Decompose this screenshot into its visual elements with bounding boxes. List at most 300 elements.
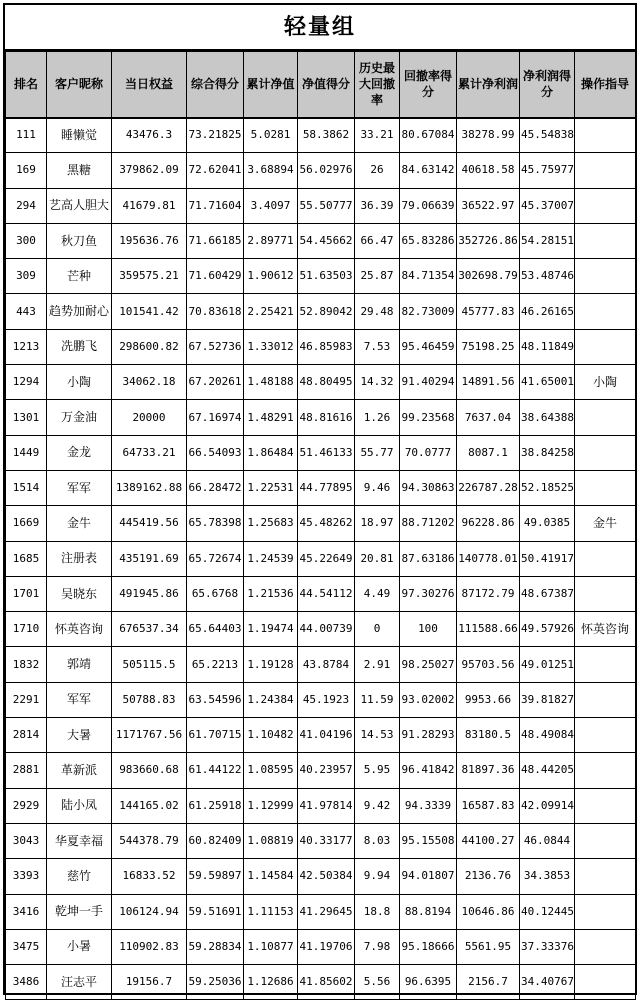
cell-profit-score: 45.75977 (520, 153, 575, 188)
cell-cumulative-profit: 81897.36 (457, 753, 520, 788)
cell-nav-score: 42.50384 (298, 859, 355, 894)
cell-total-score: 65.2213 (187, 647, 244, 682)
cell-max-drawdown: 20.81 (355, 541, 400, 576)
cell-daily-equity: 1171767.56 (112, 718, 187, 753)
table-row (6, 153, 636, 188)
cell-nav-score: 48.81616 (298, 400, 355, 435)
cell-guidance (575, 859, 636, 894)
cell-cumulative-nav: 1.10877 (244, 929, 298, 964)
table-row (6, 400, 636, 435)
cell-rank: 443 (6, 294, 47, 329)
cell-cumulative-nav: 1.08819 (244, 823, 298, 858)
cell-total-score: 60.82409 (187, 823, 244, 858)
table-row (6, 894, 636, 929)
cell-max-drawdown: 7.53 (355, 329, 400, 364)
cell-max-drawdown: 0 (355, 612, 400, 647)
cell-nav-score: 41.85602 (298, 965, 355, 1000)
cell-cumulative-profit: 45777.83 (457, 294, 520, 329)
cell-nav-score: 48.80495 (298, 365, 355, 400)
cell-total-score: 59.25036 (187, 965, 244, 1000)
cell-max-drawdown: 55.77 (355, 435, 400, 470)
cell-daily-equity: 298600.82 (112, 329, 187, 364)
cell-daily-equity: 101541.42 (112, 294, 187, 329)
cell-nickname: 革新派 (47, 753, 112, 788)
cell-nickname: 吴晓东 (47, 576, 112, 611)
cell-cumulative-nav: 3.4097 (244, 188, 298, 223)
cell-nickname: 军军 (47, 682, 112, 717)
cell-cumulative-nav: 1.48291 (244, 400, 298, 435)
cell-nav-score: 41.29645 (298, 894, 355, 929)
cell-max-drawdown: 14.53 (355, 718, 400, 753)
cell-rank: 1710 (6, 612, 47, 647)
table-row (6, 541, 636, 576)
cell-cumulative-nav: 1.90612 (244, 259, 298, 294)
cell-nickname: 陆小凤 (47, 788, 112, 823)
cell-profit-score: 38.84258 (520, 435, 575, 470)
cell-cumulative-nav: 2.89771 (244, 223, 298, 258)
cell-profit-score: 34.40767 (520, 965, 575, 1000)
table-row (6, 718, 636, 753)
cell-rank: 169 (6, 153, 47, 188)
cell-drawdown-score: 98.25027 (400, 647, 457, 682)
column-header-cumulative-profit: 累计净利润 (457, 52, 520, 118)
cell-nickname: 黑糖 (47, 153, 112, 188)
cell-nickname: 万金油 (47, 400, 112, 435)
cell-drawdown-score: 87.63186 (400, 541, 457, 576)
cell-drawdown-score: 91.40294 (400, 365, 457, 400)
cell-total-score: 67.52736 (187, 329, 244, 364)
cell-nickname: 注册表 (47, 541, 112, 576)
cell-drawdown-score: 80.67084 (400, 118, 457, 153)
table-row (6, 470, 636, 505)
cell-cumulative-nav: 5.0281 (244, 118, 298, 153)
cell-profit-score: 48.11849 (520, 329, 575, 364)
cell-total-score: 67.20261 (187, 365, 244, 400)
cell-cumulative-nav: 1.11153 (244, 894, 298, 929)
cell-total-score: 63.54596 (187, 682, 244, 717)
cell-drawdown-score: 84.63142 (400, 153, 457, 188)
cell-nav-score: 51.46133 (298, 435, 355, 470)
cell-rank: 1669 (6, 506, 47, 541)
cell-cumulative-nav: 1.33012 (244, 329, 298, 364)
cell-profit-score: 52.18525 (520, 470, 575, 505)
cell-daily-equity: 106124.94 (112, 894, 187, 929)
cell-max-drawdown: 26 (355, 153, 400, 188)
cell-profit-score: 45.37007 (520, 188, 575, 223)
cell-profit-score: 49.0385 (520, 506, 575, 541)
cell-guidance (575, 435, 636, 470)
cell-daily-equity: 435191.69 (112, 541, 187, 576)
cell-daily-equity: 445419.56 (112, 506, 187, 541)
cell-cumulative-profit: 83180.5 (457, 718, 520, 753)
table-row (6, 612, 636, 647)
table-row (6, 223, 636, 258)
cell-drawdown-score: 82.73009 (400, 294, 457, 329)
cell-nickname: 艺高人胆大 (47, 188, 112, 223)
cell-nickname: 芒种 (47, 259, 112, 294)
cell-max-drawdown: 36.39 (355, 188, 400, 223)
table-row (6, 118, 636, 153)
cell-cumulative-nav: 1.24384 (244, 682, 298, 717)
cell-nickname: 乾坤一手 (47, 894, 112, 929)
cell-cumulative-profit: 5561.95 (457, 929, 520, 964)
cell-cumulative-profit: 8087.1 (457, 435, 520, 470)
cell-guidance (575, 294, 636, 329)
cell-cumulative-nav: 1.86484 (244, 435, 298, 470)
cell-drawdown-score: 96.6395 (400, 965, 457, 1000)
cell-rank: 1514 (6, 470, 47, 505)
cell-daily-equity: 43476.3 (112, 118, 187, 153)
cell-cumulative-profit: 87172.79 (457, 576, 520, 611)
cell-daily-equity: 110902.83 (112, 929, 187, 964)
cell-nickname: 汪志平 (47, 965, 112, 1000)
cell-rank: 2814 (6, 718, 47, 753)
cell-nav-score: 54.45662 (298, 223, 355, 258)
cell-cumulative-nav: 1.48188 (244, 365, 298, 400)
cell-cumulative-nav: 1.12999 (244, 788, 298, 823)
cell-guidance (575, 188, 636, 223)
cell-total-score: 61.25918 (187, 788, 244, 823)
cell-profit-score: 37.33376 (520, 929, 575, 964)
cell-nav-score: 56.02976 (298, 153, 355, 188)
cell-cumulative-profit: 38278.99 (457, 118, 520, 153)
cell-profit-score: 38.64388 (520, 400, 575, 435)
cell-rank: 1832 (6, 647, 47, 682)
cell-guidance (575, 576, 636, 611)
cell-rank: 1213 (6, 329, 47, 364)
cell-total-score: 65.64403 (187, 612, 244, 647)
cell-daily-equity: 195636.76 (112, 223, 187, 258)
cell-total-score: 59.59897 (187, 859, 244, 894)
cell-total-score: 65.78398 (187, 506, 244, 541)
cell-daily-equity: 676537.34 (112, 612, 187, 647)
cell-max-drawdown: 5.95 (355, 753, 400, 788)
cell-total-score: 59.51691 (187, 894, 244, 929)
cell-drawdown-score: 99.23568 (400, 400, 457, 435)
cell-drawdown-score: 70.0777 (400, 435, 457, 470)
cell-rank: 300 (6, 223, 47, 258)
cell-daily-equity: 16833.52 (112, 859, 187, 894)
cell-guidance (575, 894, 636, 929)
cell-max-drawdown: 9.94 (355, 859, 400, 894)
cell-cumulative-profit: 40618.58 (457, 153, 520, 188)
cell-nav-score: 44.54112 (298, 576, 355, 611)
table-row (6, 329, 636, 364)
cell-nickname: 睡懒觉 (47, 118, 112, 153)
cell-max-drawdown: 11.59 (355, 682, 400, 717)
table-row (6, 435, 636, 470)
cell-cumulative-nav: 1.19128 (244, 647, 298, 682)
cell-cumulative-nav: 1.10482 (244, 718, 298, 753)
ranking-table (5, 51, 636, 1000)
cell-daily-equity: 50788.83 (112, 682, 187, 717)
cell-cumulative-profit: 302698.79 (457, 259, 520, 294)
cell-cumulative-profit: 352726.86 (457, 223, 520, 258)
cell-profit-score: 54.28151 (520, 223, 575, 258)
cell-guidance: 金牛 (575, 506, 636, 541)
cell-cumulative-nav: 1.22531 (244, 470, 298, 505)
cell-profit-score: 45.54838 (520, 118, 575, 153)
cell-nav-score: 52.89042 (298, 294, 355, 329)
cell-cumulative-profit: 95703.56 (457, 647, 520, 682)
cell-drawdown-score: 95.18666 (400, 929, 457, 964)
cell-nav-score: 40.23957 (298, 753, 355, 788)
cell-nav-score: 41.19706 (298, 929, 355, 964)
cell-max-drawdown: 18.97 (355, 506, 400, 541)
cell-rank: 1301 (6, 400, 47, 435)
cell-profit-score: 48.67387 (520, 576, 575, 611)
cell-guidance (575, 259, 636, 294)
cell-nickname: 秋刀鱼 (47, 223, 112, 258)
table-row (6, 965, 636, 1000)
cell-guidance (575, 153, 636, 188)
cell-nickname: 趋势加耐心 (47, 294, 112, 329)
cell-drawdown-score: 95.46459 (400, 329, 457, 364)
cell-daily-equity: 983660.68 (112, 753, 187, 788)
cell-cumulative-profit: 75198.25 (457, 329, 520, 364)
sheet-title: 轻量组 (5, 5, 635, 51)
column-header-rank: 排名 (6, 52, 47, 118)
cell-guidance (575, 541, 636, 576)
cell-drawdown-score: 88.71202 (400, 506, 457, 541)
cell-profit-score: 41.65001 (520, 365, 575, 400)
cell-nickname: 小暑 (47, 929, 112, 964)
cell-nav-score: 40.33177 (298, 823, 355, 858)
cell-daily-equity: 34062.18 (112, 365, 187, 400)
cell-rank: 294 (6, 188, 47, 223)
cell-max-drawdown: 7.98 (355, 929, 400, 964)
cell-nav-score: 44.77895 (298, 470, 355, 505)
cell-nickname: 怀英咨询 (47, 612, 112, 647)
table-row (6, 506, 636, 541)
table-row (6, 682, 636, 717)
cell-rank: 1685 (6, 541, 47, 576)
cell-max-drawdown: 14.32 (355, 365, 400, 400)
cell-profit-score: 53.48746 (520, 259, 575, 294)
cell-rank: 309 (6, 259, 47, 294)
cell-nav-score: 41.97814 (298, 788, 355, 823)
cell-daily-equity: 505115.5 (112, 647, 187, 682)
cell-cumulative-nav: 2.25421 (244, 294, 298, 329)
cell-total-score: 66.28472 (187, 470, 244, 505)
cell-guidance (575, 647, 636, 682)
cell-profit-score: 46.0844 (520, 823, 575, 858)
cell-cumulative-nav: 1.12686 (244, 965, 298, 1000)
cell-nickname: 金牛 (47, 506, 112, 541)
cell-rank: 3475 (6, 929, 47, 964)
cell-cumulative-profit: 9953.66 (457, 682, 520, 717)
cell-guidance (575, 682, 636, 717)
cell-nav-score: 45.22649 (298, 541, 355, 576)
cell-max-drawdown: 4.49 (355, 576, 400, 611)
column-header-max-drawdown: 历史最大回撤率 (355, 52, 400, 118)
cell-drawdown-score: 91.28293 (400, 718, 457, 753)
cell-drawdown-score: 95.15508 (400, 823, 457, 858)
cell-guidance: 怀英咨询 (575, 612, 636, 647)
cell-daily-equity: 41679.81 (112, 188, 187, 223)
cell-daily-equity: 20000 (112, 400, 187, 435)
cell-guidance (575, 400, 636, 435)
table-row (6, 859, 636, 894)
cell-cumulative-nav: 1.14584 (244, 859, 298, 894)
cell-rank: 111 (6, 118, 47, 153)
cell-total-score: 71.60429 (187, 259, 244, 294)
cell-nav-score: 58.3862 (298, 118, 355, 153)
table-body (6, 118, 636, 1000)
cell-profit-score: 49.01251 (520, 647, 575, 682)
cell-rank: 3416 (6, 894, 47, 929)
cell-nickname: 大暑 (47, 718, 112, 753)
table-row (6, 576, 636, 611)
cell-nickname: 金龙 (47, 435, 112, 470)
cell-profit-score: 50.41917 (520, 541, 575, 576)
cell-rank: 1701 (6, 576, 47, 611)
cell-max-drawdown: 29.48 (355, 294, 400, 329)
cell-rank: 3043 (6, 823, 47, 858)
table-row (6, 788, 636, 823)
cell-total-score: 61.44122 (187, 753, 244, 788)
cell-nickname: 小陶 (47, 365, 112, 400)
cell-cumulative-profit: 96228.86 (457, 506, 520, 541)
cell-guidance (575, 223, 636, 258)
cell-cumulative-profit: 14891.56 (457, 365, 520, 400)
cell-drawdown-score: 88.8194 (400, 894, 457, 929)
cell-profit-score: 40.12445 (520, 894, 575, 929)
cell-drawdown-score: 96.41842 (400, 753, 457, 788)
cell-guidance (575, 753, 636, 788)
cell-cumulative-profit: 2156.7 (457, 965, 520, 1000)
cell-guidance (575, 823, 636, 858)
table-row (6, 259, 636, 294)
cell-daily-equity: 64733.21 (112, 435, 187, 470)
cell-cumulative-nav: 1.08595 (244, 753, 298, 788)
cell-rank: 1449 (6, 435, 47, 470)
cell-guidance (575, 929, 636, 964)
cell-total-score: 70.83618 (187, 294, 244, 329)
cell-guidance (575, 118, 636, 153)
cell-rank: 2881 (6, 753, 47, 788)
cell-cumulative-profit: 111588.66 (457, 612, 520, 647)
cell-daily-equity: 359575.21 (112, 259, 187, 294)
cell-cumulative-profit: 2136.76 (457, 859, 520, 894)
cell-profit-score: 34.3853 (520, 859, 575, 894)
column-header-nav-score: 净值得分 (298, 52, 355, 118)
cell-total-score: 71.71604 (187, 188, 244, 223)
cell-max-drawdown: 8.03 (355, 823, 400, 858)
cell-drawdown-score: 100 (400, 612, 457, 647)
cell-drawdown-score: 94.3339 (400, 788, 457, 823)
cell-max-drawdown: 25.87 (355, 259, 400, 294)
cell-rank: 1294 (6, 365, 47, 400)
cell-cumulative-profit: 16587.83 (457, 788, 520, 823)
cell-cumulative-profit: 10646.86 (457, 894, 520, 929)
cell-profit-score: 49.57926 (520, 612, 575, 647)
cell-total-score: 59.28834 (187, 929, 244, 964)
cell-drawdown-score: 93.02002 (400, 682, 457, 717)
cell-daily-equity: 1389162.88 (112, 470, 187, 505)
cell-drawdown-score: 94.30863 (400, 470, 457, 505)
cell-total-score: 72.62041 (187, 153, 244, 188)
cell-nav-score: 41.04196 (298, 718, 355, 753)
table-row (6, 294, 636, 329)
cell-cumulative-nav: 1.19474 (244, 612, 298, 647)
cell-profit-score: 42.09914 (520, 788, 575, 823)
cell-daily-equity: 544378.79 (112, 823, 187, 858)
ranking-sheet (3, 3, 637, 995)
cell-drawdown-score: 79.06639 (400, 188, 457, 223)
cell-nav-score: 43.8784 (298, 647, 355, 682)
cell-guidance (575, 718, 636, 753)
cell-total-score: 65.6768 (187, 576, 244, 611)
cell-nickname: 军军 (47, 470, 112, 505)
cell-profit-score: 48.44205 (520, 753, 575, 788)
cell-guidance (575, 788, 636, 823)
column-header-cumulative-nav: 累计净值 (244, 52, 298, 118)
header-row (6, 52, 636, 118)
cell-cumulative-nav: 1.21536 (244, 576, 298, 611)
cell-drawdown-score: 94.01807 (400, 859, 457, 894)
cell-cumulative-profit: 140778.01 (457, 541, 520, 576)
cell-nickname: 郭靖 (47, 647, 112, 682)
cell-profit-score: 39.81827 (520, 682, 575, 717)
cell-rank: 2291 (6, 682, 47, 717)
cell-cumulative-profit: 226787.28 (457, 470, 520, 505)
cell-daily-equity: 144165.02 (112, 788, 187, 823)
cell-nav-score: 45.1923 (298, 682, 355, 717)
column-header-total-score: 综合得分 (187, 52, 244, 118)
cell-nav-score: 55.50777 (298, 188, 355, 223)
cell-cumulative-nav: 1.25683 (244, 506, 298, 541)
cell-nav-score: 44.00739 (298, 612, 355, 647)
cell-max-drawdown: 5.56 (355, 965, 400, 1000)
column-header-profit-score: 净利润得分 (520, 52, 575, 118)
column-header-guidance: 操作指导 (575, 52, 636, 118)
cell-drawdown-score: 65.83286 (400, 223, 457, 258)
table-row (6, 929, 636, 964)
cell-cumulative-nav: 3.68894 (244, 153, 298, 188)
cell-cumulative-nav: 1.24539 (244, 541, 298, 576)
cell-max-drawdown: 66.47 (355, 223, 400, 258)
cell-nav-score: 46.85983 (298, 329, 355, 364)
cell-total-score: 66.54093 (187, 435, 244, 470)
cell-daily-equity: 19156.7 (112, 965, 187, 1000)
cell-rank: 2929 (6, 788, 47, 823)
column-header-drawdown-score: 回撤率得分 (400, 52, 457, 118)
cell-nav-score: 45.48262 (298, 506, 355, 541)
cell-nickname: 冼鹏飞 (47, 329, 112, 364)
cell-profit-score: 48.49084 (520, 718, 575, 753)
table-row (6, 753, 636, 788)
column-header-nickname: 客户昵称 (47, 52, 112, 118)
cell-total-score: 73.21825 (187, 118, 244, 153)
cell-cumulative-profit: 36522.97 (457, 188, 520, 223)
cell-max-drawdown: 1.26 (355, 400, 400, 435)
cell-cumulative-profit: 44100.27 (457, 823, 520, 858)
cell-total-score: 61.70715 (187, 718, 244, 753)
cell-nickname: 慈竹 (47, 859, 112, 894)
cell-max-drawdown: 18.8 (355, 894, 400, 929)
cell-total-score: 71.66185 (187, 223, 244, 258)
cell-rank: 3393 (6, 859, 47, 894)
cell-max-drawdown: 33.21 (355, 118, 400, 153)
cell-guidance (575, 470, 636, 505)
cell-total-score: 67.16974 (187, 400, 244, 435)
cell-drawdown-score: 97.30276 (400, 576, 457, 611)
cell-daily-equity: 379862.09 (112, 153, 187, 188)
table-row (6, 365, 636, 400)
cell-cumulative-profit: 7637.04 (457, 400, 520, 435)
cell-profit-score: 46.26165 (520, 294, 575, 329)
